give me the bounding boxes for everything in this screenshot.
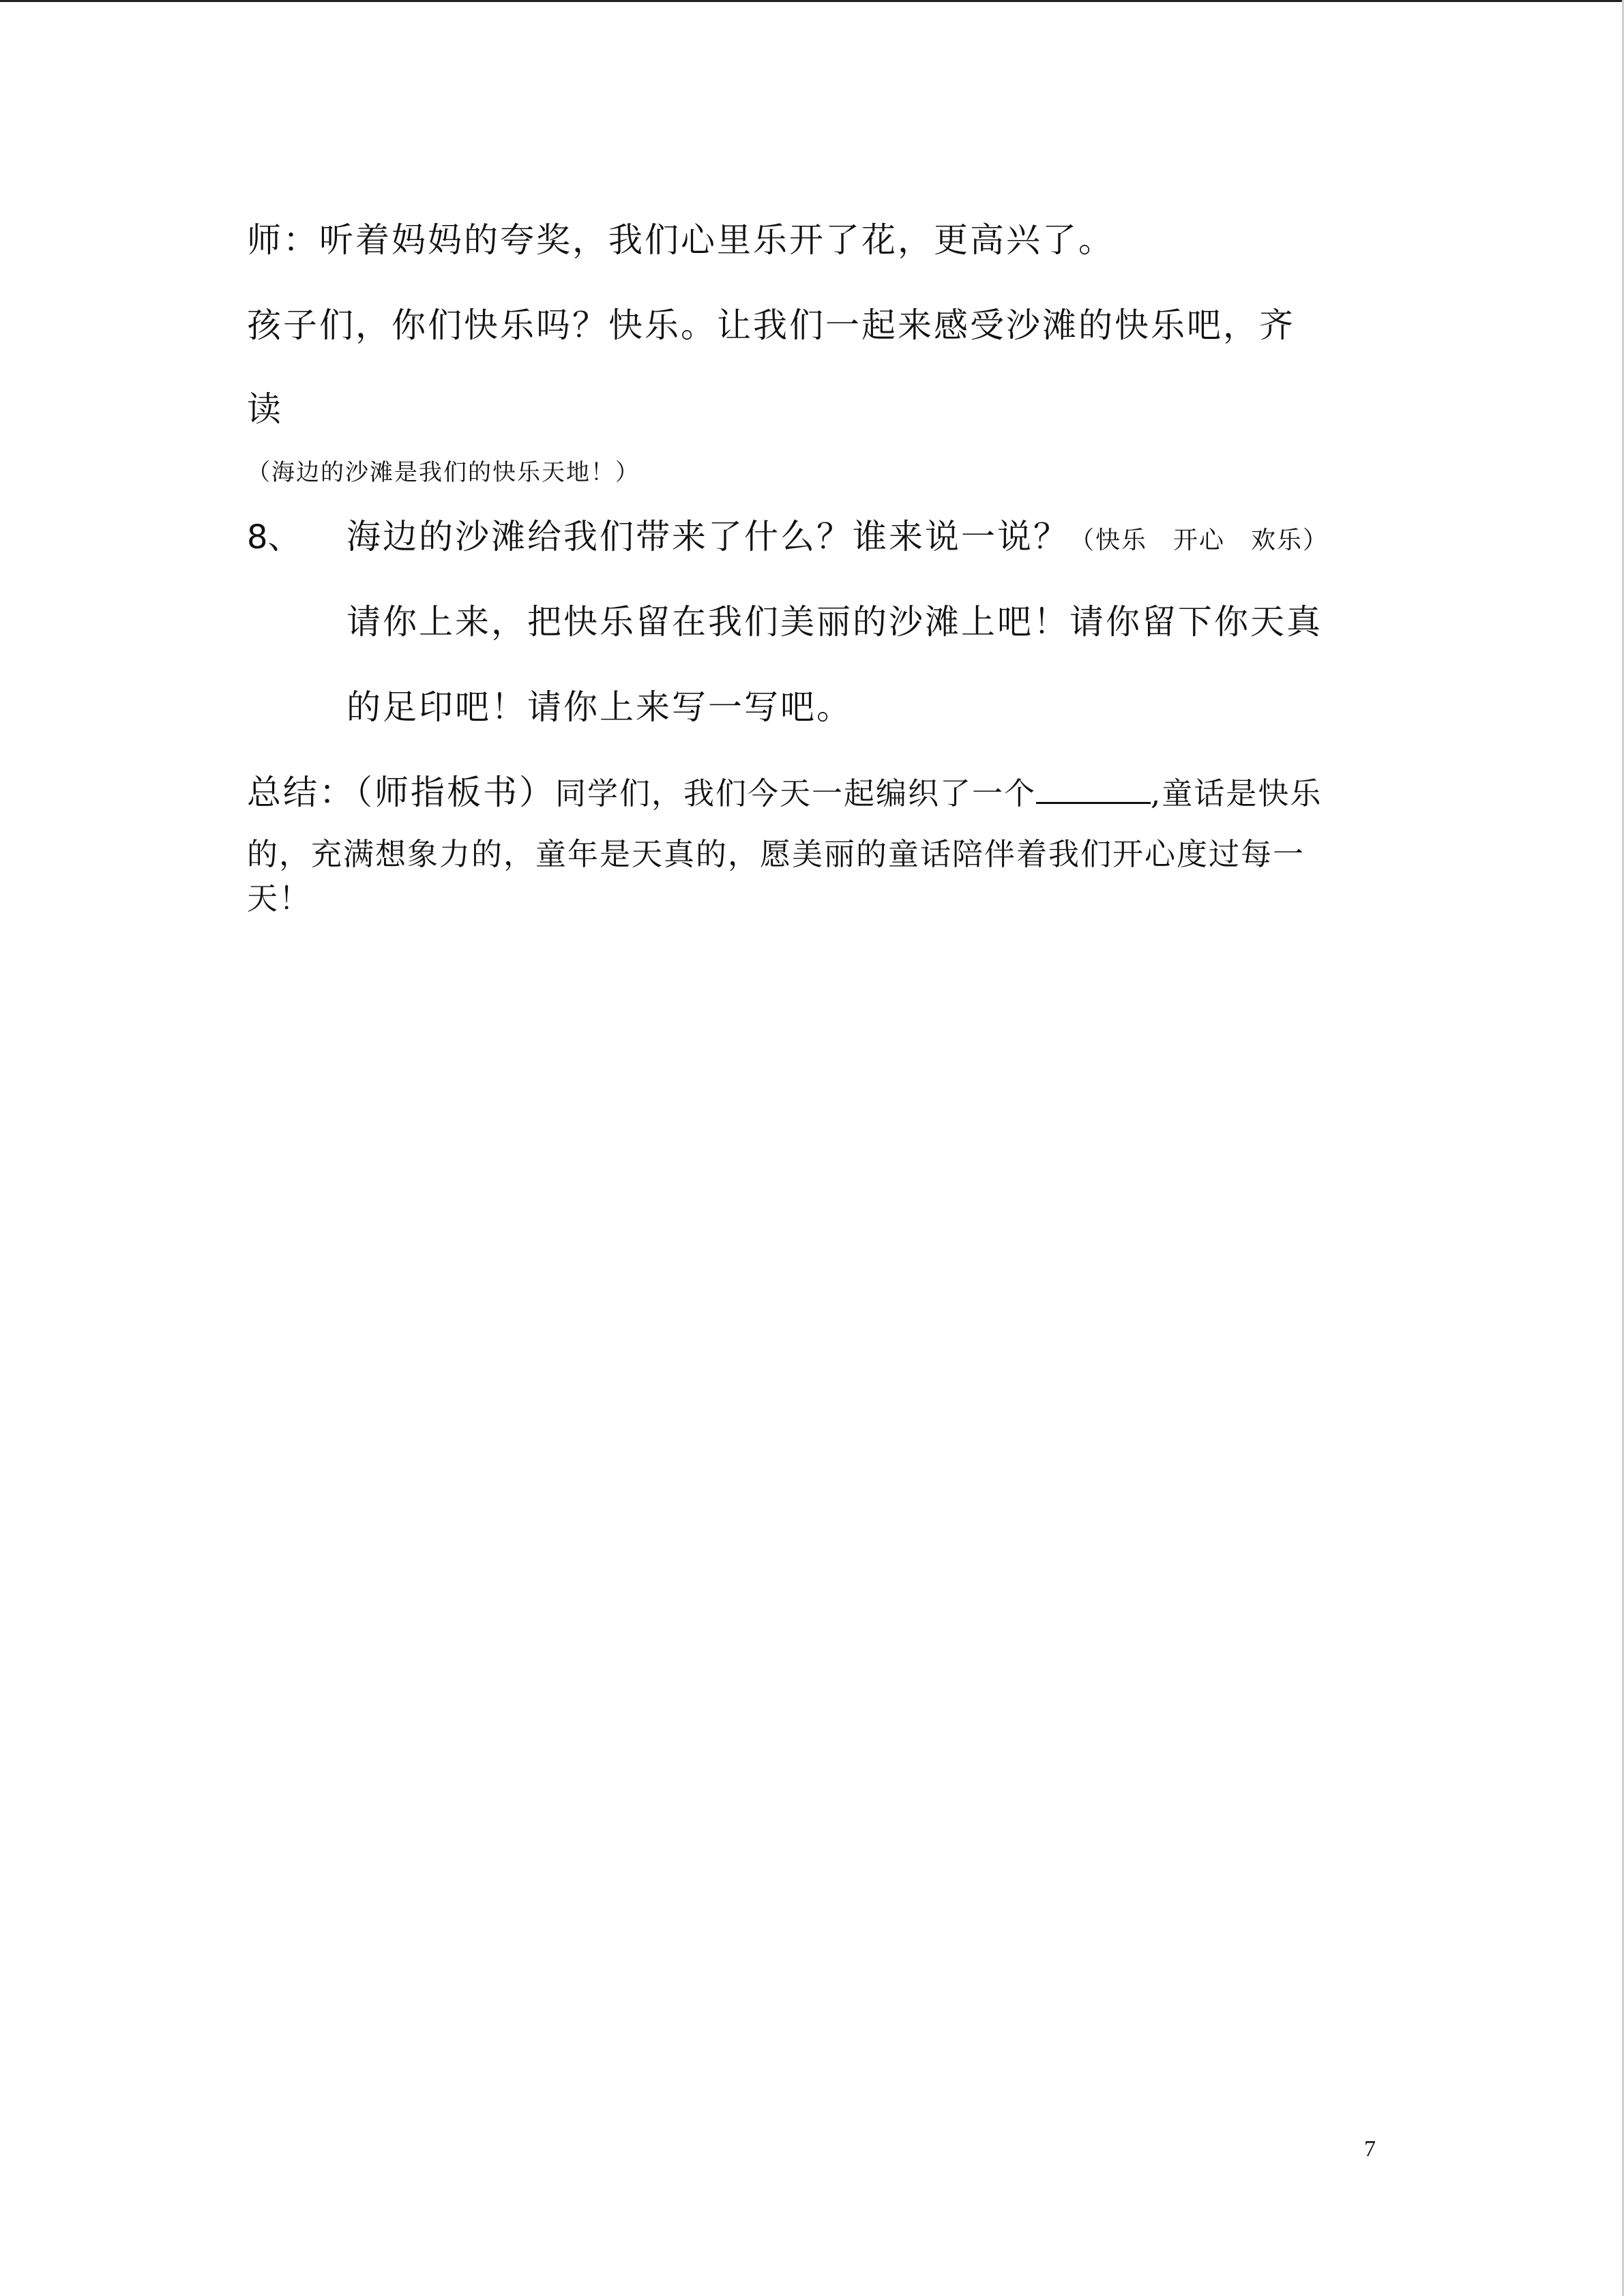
paragraph-children-line2: 读 <box>247 389 283 429</box>
item-8-number: 8、 <box>247 518 301 556</box>
summary-line1 <box>247 773 1323 812</box>
paragraph-teacher-praise: 师：听着妈妈的夸奖，我们心里乐开了花，更高兴了。 <box>247 220 1114 260</box>
item-8-answer-note: （快乐 开心 欢乐） <box>1069 526 1329 554</box>
fill-in-blank <box>1036 777 1151 804</box>
page-number: 7 <box>1364 2136 1376 2162</box>
summary-text-after-blank: ,童话是快乐 <box>1151 775 1323 811</box>
top-border <box>0 0 1624 2</box>
summary-label: 总结：（师指板书） <box>247 773 555 812</box>
item-8-question <box>346 517 1329 556</box>
reading-note: （海边的沙滩是我们的快乐天地！） <box>247 459 640 486</box>
item-8-line2: 请你上来，把快乐留在我们美丽的沙滩上吧！请你留下你天真 <box>346 602 1323 642</box>
summary-text-before-blank: 同学们，我们今天一起编织了一个 <box>555 775 1037 811</box>
item-8-line3: 的足印吧！请你上来写一写吧。 <box>346 687 853 727</box>
summary-line2: 的，充满想象力的，童年是天真的，愿美丽的童话陪伴着我们开心度过每一 <box>247 836 1305 872</box>
summary-line3: 天！ <box>247 880 312 916</box>
paragraph-children-line1: 孩子们，你们快乐吗？快乐。让我们一起来感受沙滩的快乐吧，齐 <box>247 305 1295 345</box>
item-8-question-text: 海边的沙滩给我们带来了什么？谁来说一说？ <box>346 517 1069 556</box>
